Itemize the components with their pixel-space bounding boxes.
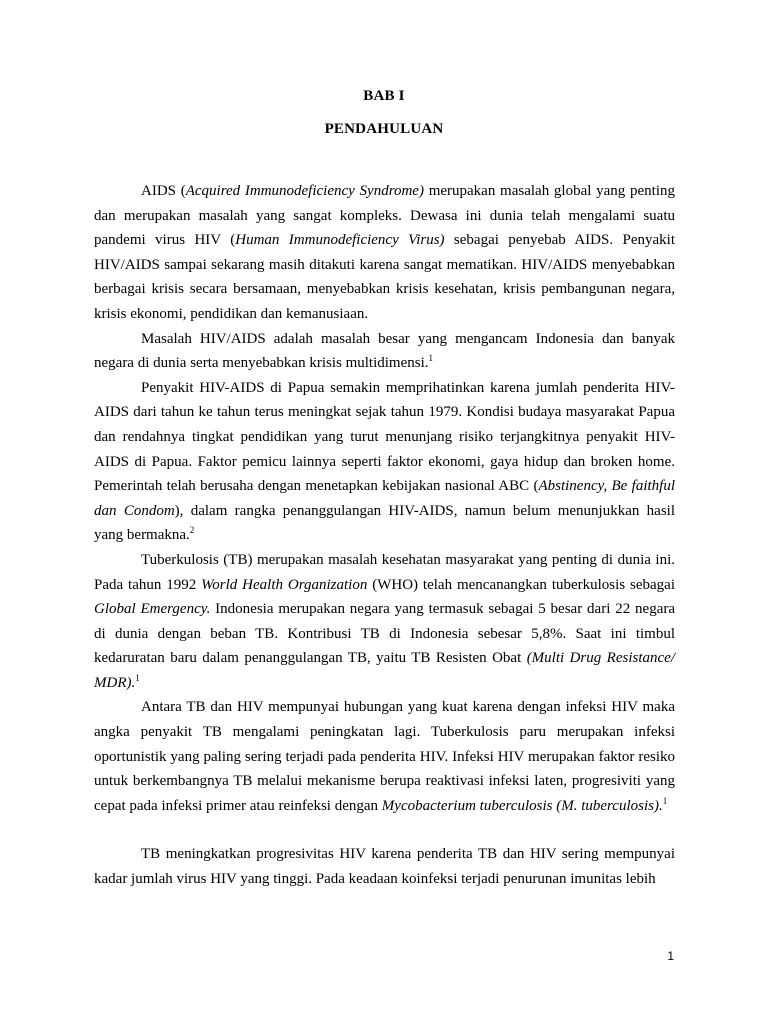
italic-term: Mycobacterium tuberculosis (M. tuberculosis). xyxy=(381,797,663,814)
paragraph-text: (WHO) telah mencanangkan tuberkulosis sebagai xyxy=(367,576,676,593)
chapter-title: PENDAHULUAN xyxy=(324,121,444,137)
paragraph-text: Antara TB dan HIV mempunyai hubungan yang kuat karena dengan infeksi HIV maka angka penyakit TB mengalami peningkatan lagi. Tuberkulosis paru merupakan infeksi oportunistik yang paling sering terjadi pada penderita HIV. Infeksi HIV merupakan faktor resiko untuk berkembangnya TB melalui mekanisme berupa reaktivasi infeksi laten, progresiviti yang cepat pada infeksi primer atau reinfeksi dengan xyxy=(94,699,675,814)
paragraph-text: Indonesia merupakan negara yang termasuk sebagai 5 besar dari 22 negara di dunia dengan beban TB. Kontribusi TB di Indonesia sebesar 5,8%. Saat ini timbul kedaruratan baru dalam penanggulangan TB, yaitu TB Resisten Obat xyxy=(94,601,675,667)
italic-term: Human Immunodeficiency Virus) xyxy=(235,232,445,249)
italic-term: Global Emergency. xyxy=(94,601,211,618)
paragraph-text: merupakan masalah global yang penting dan merupakan masalah yang sangat kompleks. Dewasa ini dunia telah mengalami suatu pandemi virus HIV ( xyxy=(94,183,675,249)
body-text xyxy=(94,179,675,892)
italic-term: Acquired Immunodeficiency Syndrome) xyxy=(185,183,424,199)
paragraph xyxy=(94,179,675,327)
paragraph xyxy=(94,695,675,818)
paragraph xyxy=(94,842,675,891)
paragraph-text: sebagai penyebab AIDS. Penyakit HIV/AIDS sampai sekarang masih ditakuti karena sangat mematikan. HIV/AIDS menyebabkan berbagai krisis secara bersamaan, menyebabkan krisis kesehatan, krisis pembangunan negara, krisis ekonomi, pendidikan dan kemanusiaan. xyxy=(94,232,675,322)
footnote-reference: 1 xyxy=(135,672,140,683)
paragraph-text: Tuberkulosis (TB) merupakan masalah kesehatan masyarakat yang penting di dunia ini. Pada tahun 1992 xyxy=(94,551,675,593)
paragraph-text: Masalah HIV/AIDS adalah masalah besar yang mengancam Indonesia dan banyak negara di dunia serta menyebabkan krisis multidimensi. xyxy=(94,330,675,372)
italic-term: World Health Organization xyxy=(201,576,368,593)
paragraph xyxy=(94,327,675,376)
paragraph-text: TB meningkatkan progresivitas HIV karena penderita TB dan HIV sering mempunyai kadar jumlah virus HIV yang tinggi. Pada keadaan koinfeksi terjadi penurunan imunitas lebih xyxy=(94,846,675,888)
italic-term: (Multi Drug Resistance/ MDR). xyxy=(94,650,675,691)
footnote-reference: 2 xyxy=(189,525,195,536)
footnote-reference: 1 xyxy=(428,353,433,364)
paragraph-text: AIDS ( xyxy=(141,183,186,199)
paragraph xyxy=(94,548,675,696)
italic-term: Abstinency, Be faithful dan Condom xyxy=(94,478,676,519)
paragraph-text: Penyakit HIV-AIDS di Papua semakin memprihatinkan karena jumlah penderita HIV-AIDS dari tahun ke tahun terus meningkat sejak tahun 1979. Kondisi budaya masyarakat Papua dan rendahnya tingkat pendidikan yang turut menunjang risiko terjangkitnya penyakit HIV-AIDS di Papua. Faktor pemicu lainnya seperti faktor ekonomi, gaya hidup dan broken home. Pemerintah telah berusaha dengan menetapkan kebijakan nasional ABC ( xyxy=(94,379,675,495)
page-number: 1 xyxy=(667,949,674,963)
footnote-reference: 1 xyxy=(662,795,668,806)
paragraph xyxy=(94,376,675,548)
paragraph-text: ), dalam rangka penanggulangan HIV-AIDS, namun belum menunjukkan hasil yang bermakna. xyxy=(94,502,675,544)
chapter-label: BAB I xyxy=(363,88,405,104)
